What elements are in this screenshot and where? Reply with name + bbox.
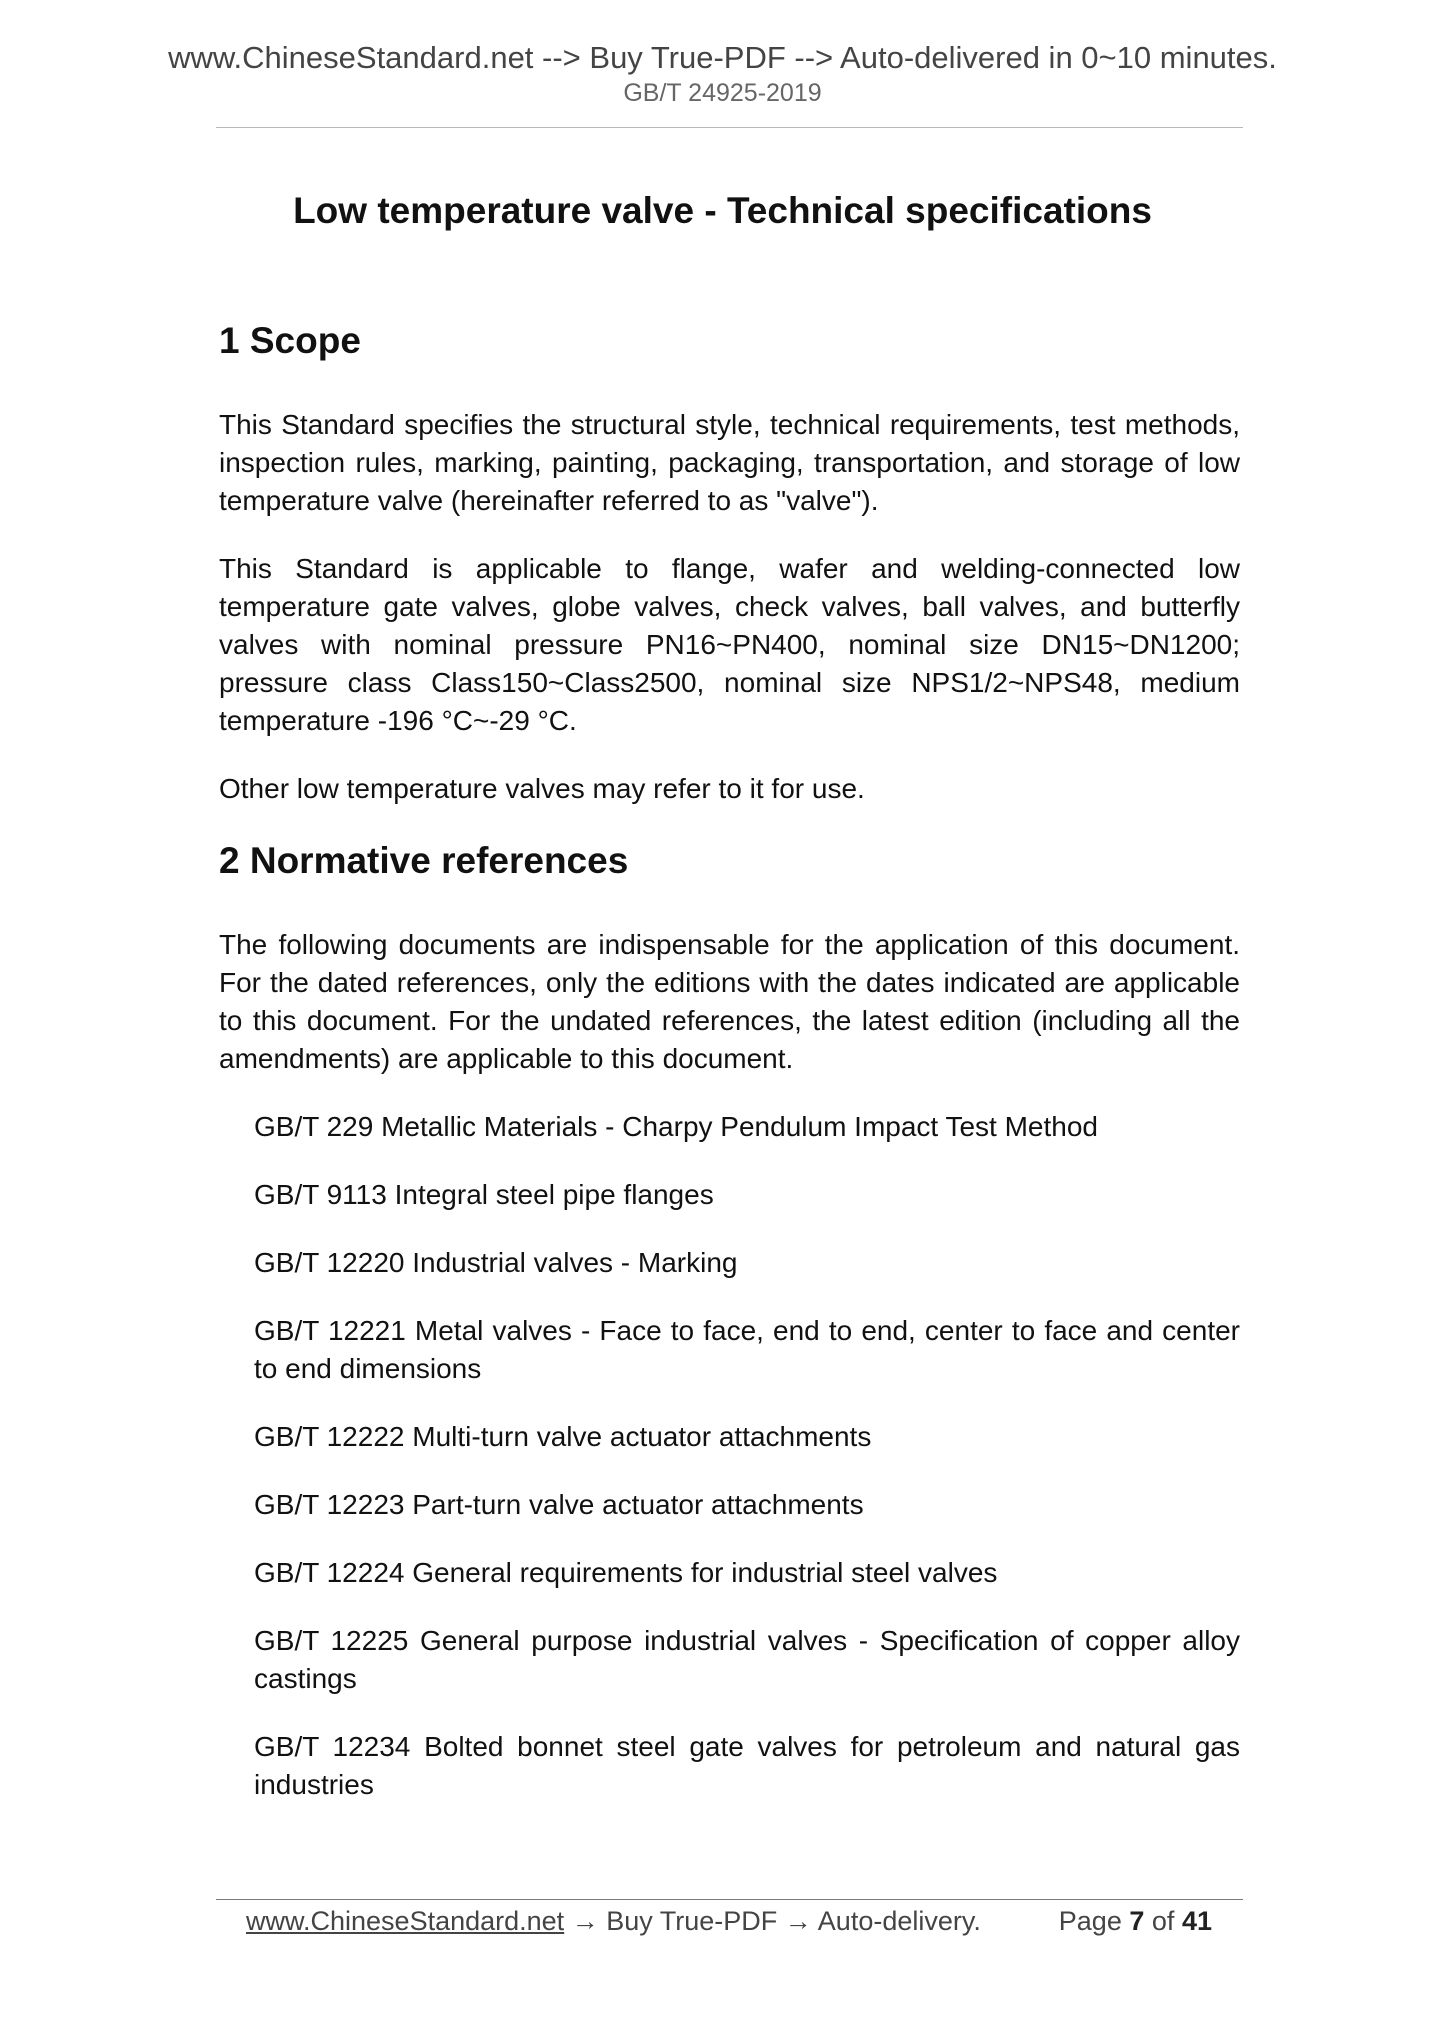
page-number: 7: [1129, 1906, 1145, 1936]
header-divider: [216, 127, 1243, 128]
page-header: [0, 38, 1445, 108]
total-pages: 41: [1181, 1906, 1212, 1936]
scope-paragraph: This Standard is applicable to flange, wafer and welding-connected low temperature gate valves, globe valves, check valves, ball valves, and butterfly valves with nominal pressure PN16~PN400, nominal size DN15~DN1200; pressure class Class150~Class2500, nominal size NPS1/2~NPS48, medium temperature -196 °C~-29 °C.: [219, 553, 1240, 736]
arrow-right-icon: →: [784, 1906, 812, 1936]
reference-item: GB/T 12222 Multi-turn valve actuator attachments: [254, 1421, 872, 1452]
scope-paragraph: Other low temperature valves may refer to it for use.: [219, 773, 865, 804]
reference-item: GB/T 12221 Metal valves - Face to face, end to end, center to face and center to end dimensions: [254, 1315, 1240, 1384]
page-label: Page: [1058, 1906, 1122, 1936]
footer-buy-text: Buy True-PDF: [606, 1906, 778, 1936]
scope-paragraph: This Standard specifies the structural style, technical requirements, test methods, inspection rules, marking, painting, packaging, transportation, and storage of low temperature valve (hereinafter referred to as "valve").: [219, 409, 1240, 516]
reference-list: [254, 1108, 1240, 1804]
of-label: of: [1151, 1906, 1175, 1936]
page-footer: [246, 1902, 1212, 1940]
arrow-right-icon: →: [571, 1906, 599, 1936]
reference-item: GB/T 12223 Part-turn valve actuator attachments: [254, 1489, 864, 1520]
footer-divider: [216, 1899, 1243, 1900]
document-title: Low temperature valve - Technical specifications: [293, 190, 1152, 231]
reference-item: GB/T 12220 Industrial valves - Marking: [254, 1247, 738, 1278]
standard-code: GB/T 24925-2019: [623, 79, 822, 107]
reference-item: GB/T 9113 Integral steel pipe flanges: [254, 1179, 714, 1210]
reference-item: GB/T 229 Metallic Materials - Charpy Pendulum Impact Test Method: [254, 1111, 1098, 1142]
section-heading-normative-references: 2 Normative references: [219, 840, 629, 881]
reference-item: GB/T 12225 General purpose industrial valves - Specification of copper alloy castings: [254, 1625, 1240, 1694]
reference-item: GB/T 12224 General requirements for industrial steel valves: [254, 1557, 998, 1588]
document-body: [219, 318, 1240, 1834]
section-heading-scope: 1 Scope: [219, 320, 361, 361]
reference-item: GB/T 12234 Bolted bonnet steel gate valves for petroleum and natural gas industries: [254, 1731, 1240, 1800]
footer-links: [246, 1902, 981, 1940]
page-indicator: [1059, 1902, 1212, 1940]
footer-delivery-text: Auto-delivery.: [817, 1906, 981, 1936]
normative-intro-paragraph: The following documents are indispensable for the application of this document. For the dated references, only the editions with the dates indicated are applicable to this document. For the undated references, the latest edition (including all the amendments) are applicable to this document.: [219, 929, 1240, 1074]
footer-site-link[interactable]: www.ChineseStandard.net: [246, 1906, 565, 1936]
header-banner: www.ChineseStandard.net --> Buy True-PDF --> Auto-delivered in 0~10 minutes.: [168, 40, 1277, 75]
